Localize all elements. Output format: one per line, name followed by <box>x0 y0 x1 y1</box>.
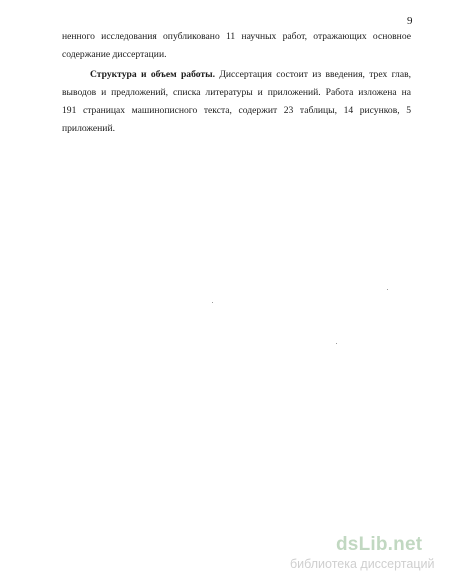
watermark <box>250 534 440 574</box>
watermark-logo: dsLib.net <box>336 534 423 555</box>
paragraph-1-line-2: содержание диссертации. <box>62 49 167 60</box>
paragraph-2-line-4: приложений. <box>62 123 115 134</box>
scan-speck <box>336 343 337 344</box>
page-number: 9 <box>407 15 413 27</box>
watermark-caption: библиотека диссертаций <box>290 557 435 571</box>
section-heading: Структура и объем работы. <box>90 69 216 80</box>
scan-speck <box>387 289 388 290</box>
scan-speck <box>212 302 213 303</box>
paragraph-2-line-2: выводов и предложений, списка литературы и приложений. Работа изложена на <box>62 87 411 98</box>
paragraph-2-line-1-text: Диссертация состоит из введения, трех глав, <box>215 69 412 80</box>
paragraph-1-line-1: ненного исследования опубликовано 11 научных работ, отражающих основное <box>62 31 411 42</box>
paragraph-2-line-1 <box>90 69 411 81</box>
paragraph-2-line-3: 191 страницах машинописного текста, содержит 23 таблицы, 14 рисунков, 5 <box>62 105 411 116</box>
